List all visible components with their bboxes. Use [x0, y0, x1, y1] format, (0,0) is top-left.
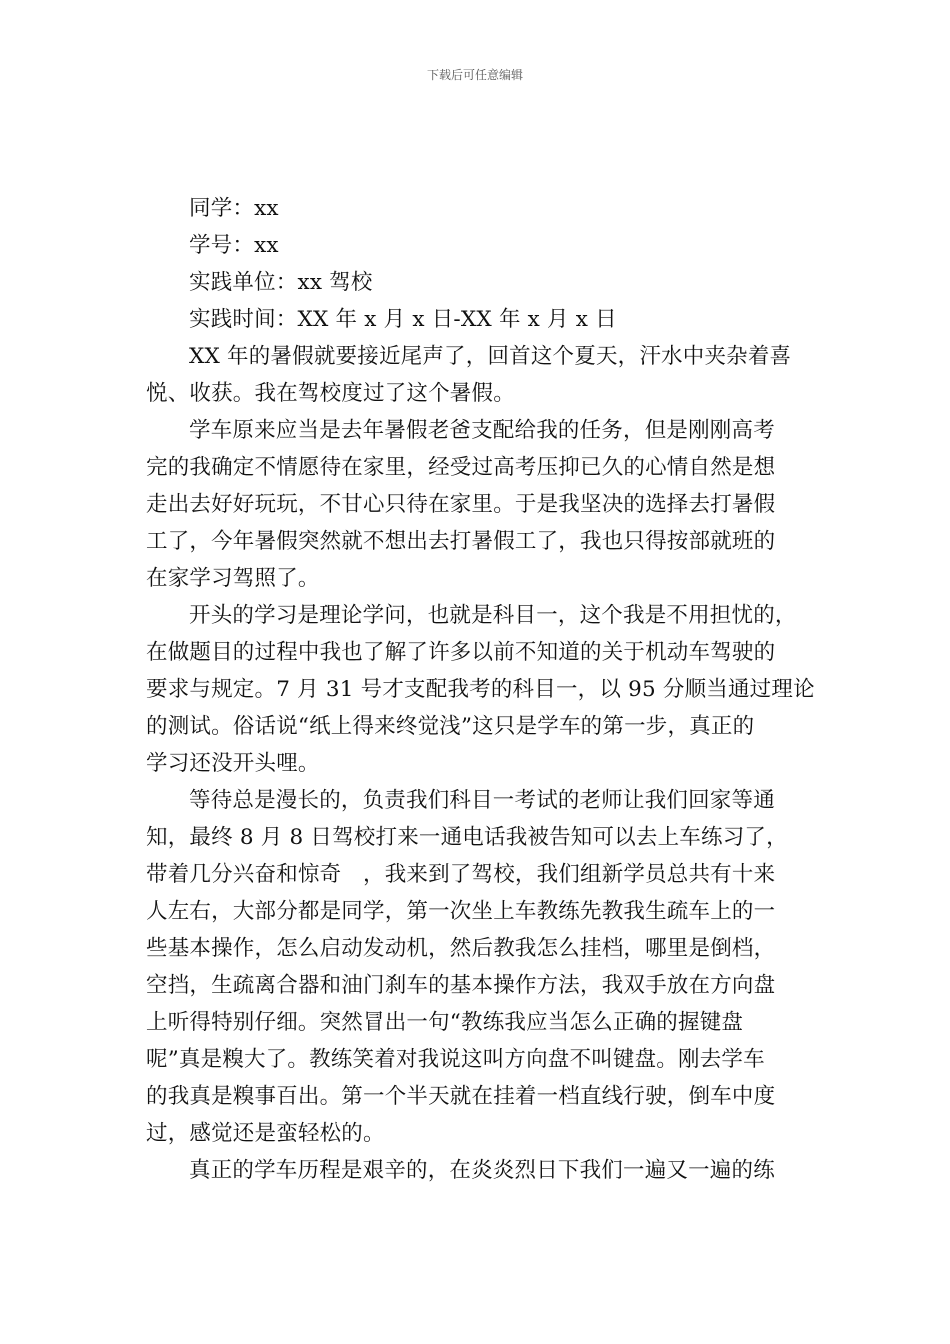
- text-line: 的测试。俗话说“纸上得来终觉浅”这只是学车的第一步，真正的: [146, 714, 755, 739]
- paragraph-4: [146, 782, 814, 1152]
- text-line: 工了，今年暑假突然就不想出去打暑假工了，我也只得按部就班的: [146, 529, 776, 554]
- text-line: 的我真是糗事百出。第一个半天就在挂着一档直线行驶，倒车中度: [146, 1084, 776, 1109]
- text-line: 悦、收获。我在驾校度过了这个暑假。: [146, 381, 515, 406]
- paragraph-2: [146, 412, 814, 597]
- meta-block: [146, 190, 814, 338]
- text-line: 在做题目的过程中我也了解了许多以前不知道的关于机动车驾驶的: [146, 640, 776, 665]
- text-line: XX 年的暑假就要接近尾声了，回首这个夏天，汗水中夹杂着喜: [189, 344, 792, 369]
- text-line: 学车原来应当是去年暑假老爸支配给我的任务，但是刚刚高考: [189, 418, 775, 443]
- header-note: 下载后可任意编辑: [426, 68, 523, 82]
- meta-classmate: 同学：xx: [189, 196, 279, 221]
- text-line: 知，最终 8 月 8 日驾校打来一通电话我被告知可以去上车练习了，: [146, 825, 788, 850]
- text-line: 学习还没开头哩。: [146, 751, 320, 776]
- meta-time: 实践时间：XX 年 x 月 x 日-XX 年 x 月 x 日: [189, 307, 617, 332]
- text-line: 开头的学习是理论学问，也就是科目一，这个我是不用担忧的，: [189, 603, 797, 628]
- paragraph-1: [146, 338, 814, 412]
- meta-student-id: 学号：xx: [189, 233, 279, 258]
- text-line: 上听得特别仔细。突然冒出一句“教练我应当怎么正确的握键盘: [146, 1010, 744, 1035]
- text-line: 完的我确定不情愿待在家里，经受过高考压抑已久的心情自然是想: [146, 455, 776, 480]
- text-line: 在家学习驾照了。: [146, 566, 320, 591]
- text-line: 些基本操作，怎么启动发动机，然后教我怎么挂档，哪里是倒档，: [146, 936, 776, 961]
- paragraph-5: [146, 1152, 814, 1189]
- text-line: 带着几分兴奋和惊奇 ，我来到了驾校，我们组新学员总共有十来: [146, 862, 776, 887]
- text-line: 真正的学车历程是艰辛的，在炎炎烈日下我们一遍又一遍的练: [189, 1158, 775, 1183]
- text-line: 走出去好好玩玩，不甘心只待在家里。于是我坚决的选择去打暑假: [146, 492, 776, 517]
- paragraph-3: [146, 597, 814, 782]
- text-line: 要求与规定。7 月 31 号才支配我考的科目一，以 95 分顺当通过理论: [146, 677, 815, 702]
- text-line: 人左右，大部分都是同学，第一次坐上车教练先教我生疏车上的一: [146, 899, 776, 924]
- meta-unit: 实践单位：xx 驾校: [189, 270, 373, 295]
- text-line: 空挡，生疏离合器和油门刹车的基本操作方法，我双手放在方向盘: [146, 973, 776, 998]
- document-body: [146, 190, 814, 1189]
- text-line: 过，感觉还是蛮轻松的。: [146, 1121, 385, 1146]
- text-line: 呢”真是糗大了。教练笑着对我说这叫方向盘不叫键盘。刚去学车: [146, 1047, 765, 1072]
- text-line: 等待总是漫长的，负责我们科目一考试的老师让我们回家等通: [189, 788, 775, 813]
